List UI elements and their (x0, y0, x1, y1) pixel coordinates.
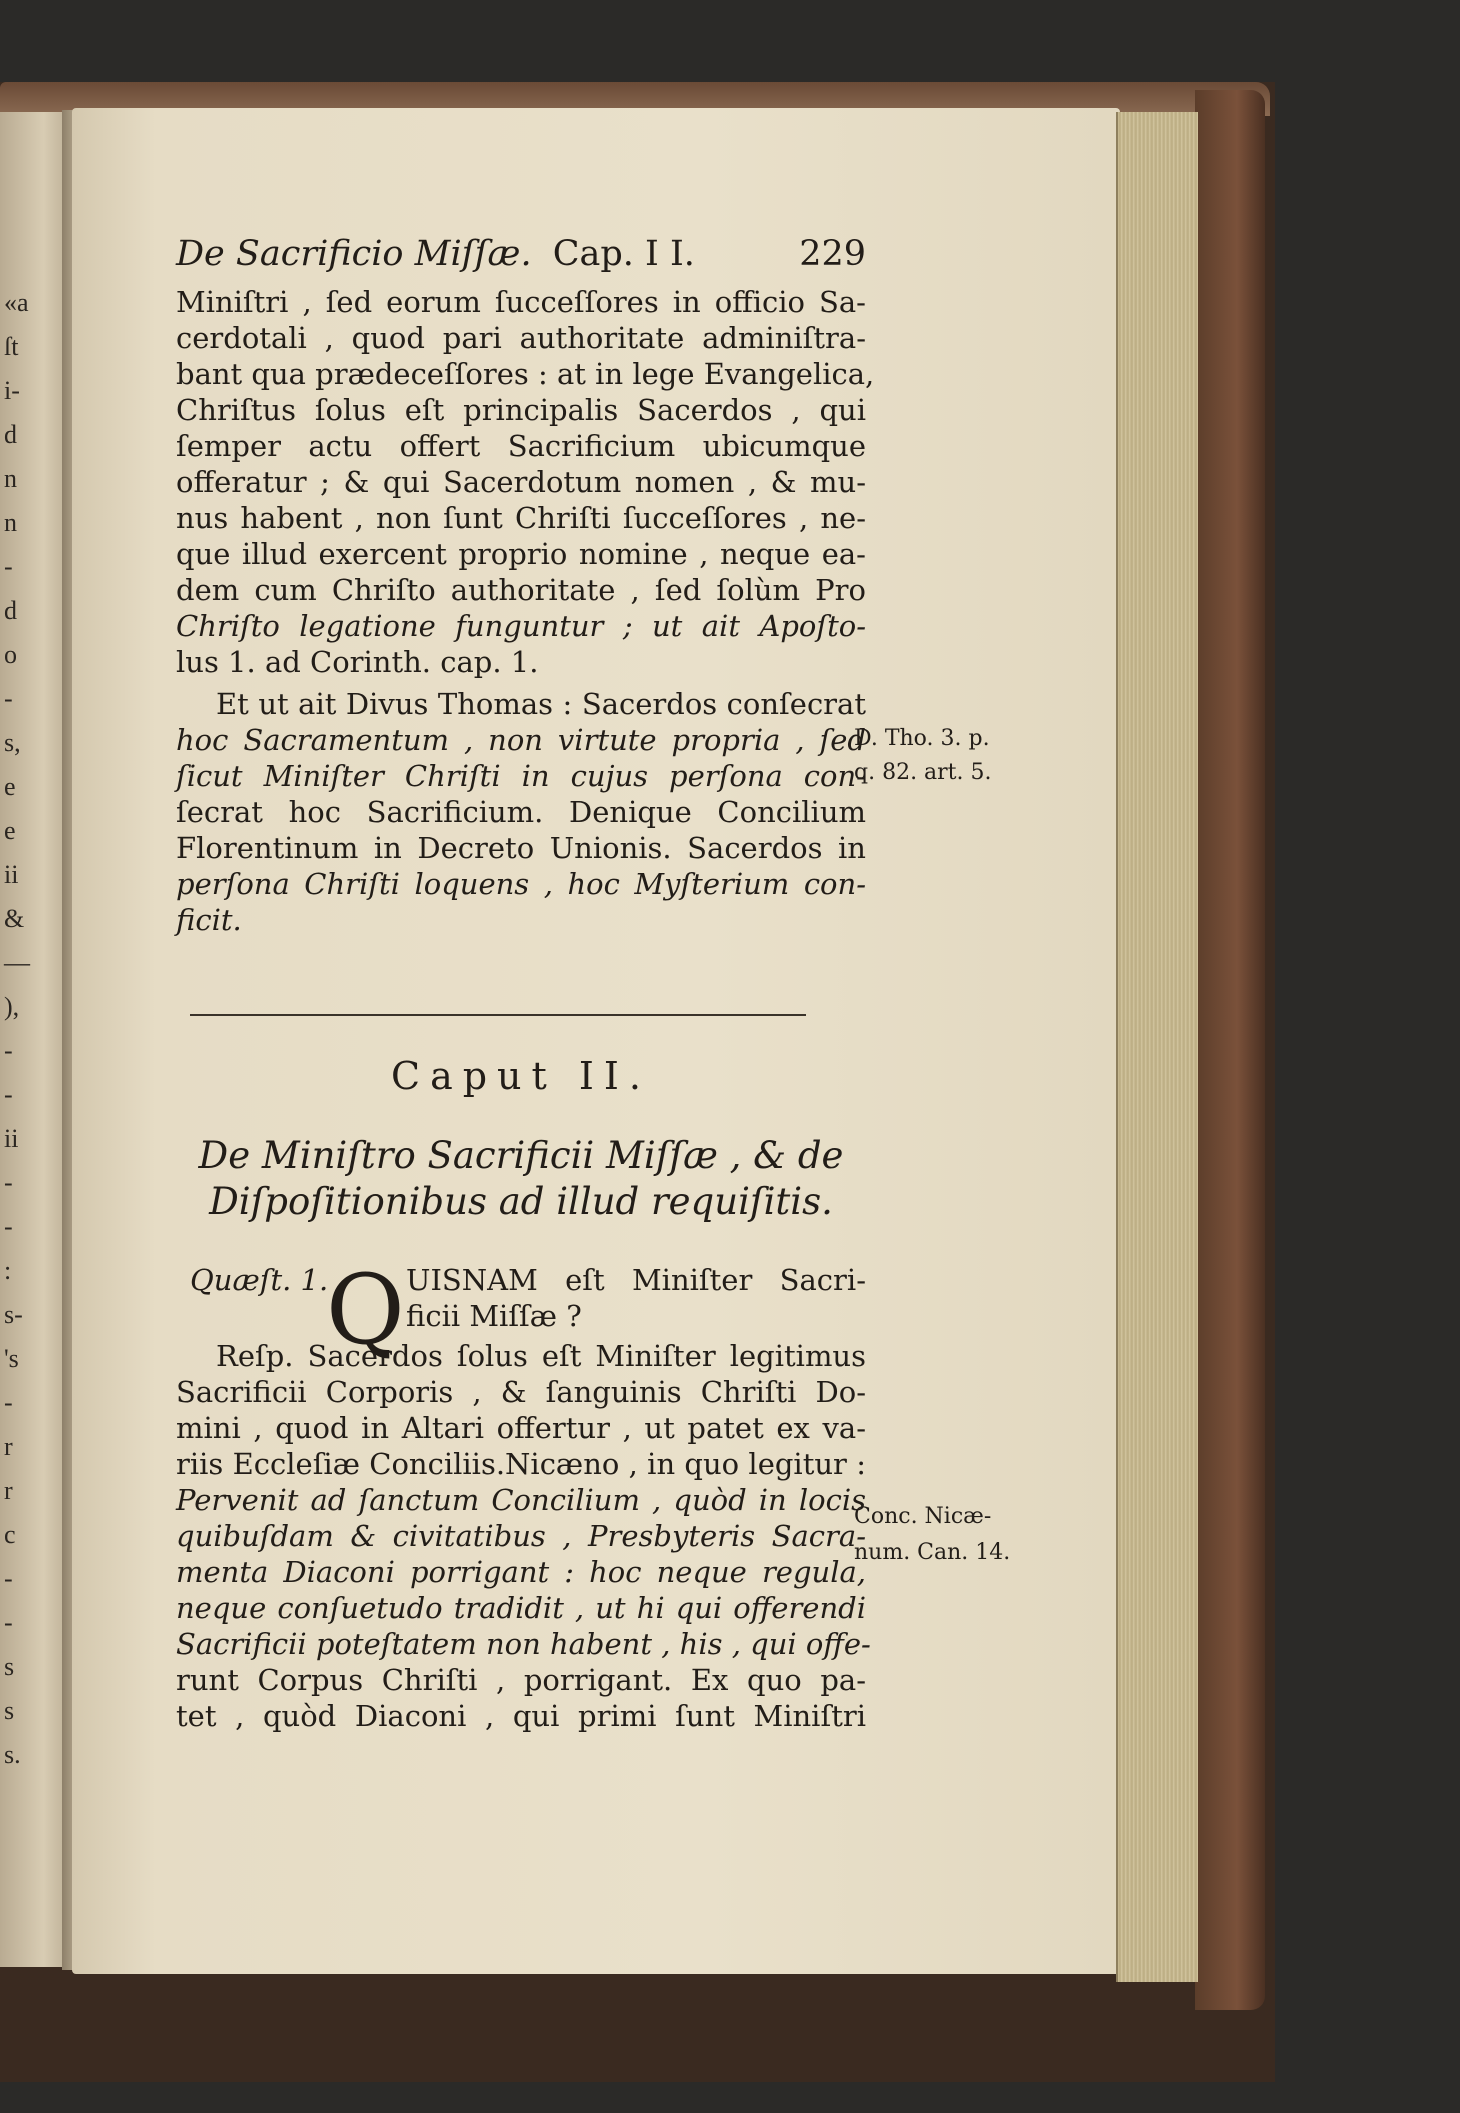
left-page-text-fragment: n (4, 508, 17, 537)
text-line: ſemper actu offert Sacrificium ubicumque (176, 429, 866, 463)
text-line: bant qua prædeceſſores : at in lege Evangelica, (176, 357, 875, 391)
text-line: Et ut ait Divus Thomas : Sacerdos conſecrat (216, 687, 866, 721)
text-line: Pervenit ad ſanctum Concilium , quòd in locis (176, 1483, 866, 1517)
header-title: De Sacrificio Miſſæ. (176, 234, 532, 274)
left-page-text-fragment: 's (4, 1344, 19, 1373)
quaestio-line: UISNAM eſt Miniſter Sacri- (406, 1263, 866, 1297)
left-page-text-fragment: ſt (4, 332, 19, 361)
text-line: Miniſtri , ſed eorum ſucceſſores in officio Sa- (176, 285, 866, 319)
text-line: Chriſto legatione funguntur ; ut ait Apoſto- (176, 609, 866, 643)
left-page-text-fragment: r (4, 1476, 13, 1505)
text-line: ſecrat hoc Sacrificium. Denique Concilium (176, 795, 866, 829)
margin-note-thomas: q. 82. art. 5. (854, 760, 992, 785)
left-page-fragment (0, 112, 62, 1967)
text-line: Sacrificii poteſtatem non habent , his , qui offe- (176, 1627, 871, 1661)
margin-note-nicaea: num. Can. 14. (854, 1540, 1011, 1565)
left-page-text-fragment: - (4, 1608, 13, 1637)
section-rule (190, 1014, 806, 1016)
left-page-text-fragment: : (4, 1256, 12, 1285)
text-line: runt Corpus Chriſti , porrigant. Ex quo pa- (176, 1663, 866, 1697)
left-page-text-fragment: d (4, 596, 17, 625)
left-page-text-fragment: s- (4, 1300, 23, 1329)
left-page-text-fragment: ii (4, 860, 19, 889)
left-page-text-fragment: - (4, 1036, 13, 1065)
chapter-subtitle: De Miniſtro Sacrificii Miſſæ , & de (198, 1134, 844, 1177)
text-line: offeratur ; & qui Sacerdotum nomen , & mu- (176, 465, 866, 499)
left-page-text-fragment: «a (4, 288, 29, 317)
page-edges (1116, 112, 1198, 1982)
text-line: nus habent , non ſunt Chriſti ſucceſſores , ne- (176, 501, 866, 535)
left-page-text-fragment: - (4, 684, 13, 713)
left-page-text-fragment: o (4, 640, 17, 669)
text-line: neque conſuetudo tradidit , ut hi qui offerendi (176, 1591, 866, 1625)
text-line: menta Diaconi porrigant : hoc neque regula, (176, 1555, 866, 1589)
left-page-text-fragment: s. (4, 1740, 21, 1769)
quaestio-line: ficii Miſſæ ? (406, 1299, 582, 1333)
text-line: que illud exercent proprio nomine , neque ea- (176, 537, 866, 571)
text-line: Reſp. Sacerdos ſolus eſt Miniſter legitimus (216, 1339, 866, 1373)
drop-cap: Q (326, 1254, 405, 1366)
chapter-subtitle: Diſpoſitionibus ad illud requiſitis. (209, 1180, 833, 1223)
left-page-text-fragment: n (4, 464, 17, 493)
left-page-text-fragment: s (4, 1696, 15, 1725)
left-page-text-fragment: — (4, 948, 30, 977)
text-line: ſicut Miniſter Chriſti in cujus perſona con- (176, 759, 866, 793)
left-page-text-fragment: - (4, 1080, 13, 1109)
quaestio-label: Quæſt. 1. (190, 1263, 329, 1297)
text-line: tet , quòd Diaconi , qui primi ſunt Miniſtri (176, 1699, 866, 1733)
text-line: quibuſdam & civitatibus , Presbyteris Sacra- (176, 1519, 866, 1553)
left-page-text-fragment: & (4, 904, 25, 933)
text-line: mini , quod in Altari offertur , ut patet ex va- (176, 1411, 866, 1445)
left-page-text-fragment: i- (4, 376, 20, 405)
left-page-text-fragment: - (4, 1212, 13, 1241)
text-line: perſona Chriſti loquens , hoc Myſterium con- (176, 867, 866, 901)
running-header (176, 234, 866, 274)
left-page-text-fragment: r (4, 1432, 13, 1461)
left-page-text-fragment: e (4, 772, 16, 801)
left-page-text-fragment: c (4, 1520, 16, 1549)
chapter-heading: Caput II. (391, 1054, 651, 1098)
text-line: riis Eccleſiæ Conciliis.Nicæno , in quo legitur : (176, 1447, 866, 1481)
left-page-text-fragment: ), (4, 992, 20, 1021)
page-number: 229 (799, 234, 866, 274)
text-line: Sacrificii Corporis , & ſanguinis Chriſti Do- (176, 1375, 866, 1409)
text-line: Chriſtus ſolus eſt principalis Sacerdos , qui (176, 393, 866, 427)
cover-edge (1195, 90, 1265, 2010)
left-page-text-fragment: d (4, 420, 17, 449)
margin-note-thomas: D. Tho. 3. p. (854, 726, 990, 751)
text-line: ficit. (176, 903, 242, 937)
header-chapter: Cap. I I. (552, 234, 695, 274)
left-page-text-fragment: - (4, 1564, 13, 1593)
text-line: cerdotali , quod pari authoritate adminiſtra- (176, 321, 866, 355)
text-line: hoc Sacramentum , non virtute propria , ſed (176, 723, 866, 757)
left-page-text-fragment: - (4, 1168, 13, 1197)
text-line: Florentinum in Decreto Unionis. Sacerdos in (176, 831, 866, 865)
left-page-text-fragment: e (4, 816, 16, 845)
left-page-text-fragment: - (4, 1388, 13, 1417)
margin-note-nicaea: Conc. Nicæ- (854, 1504, 992, 1529)
text-line: lus 1. ad Corinth. cap. 1. (176, 645, 539, 679)
left-page-text-fragment: s (4, 1652, 15, 1681)
left-page-text-fragment: - (4, 552, 13, 581)
left-page-text-fragment: s, (4, 728, 21, 757)
left-page-text-fragment: ii (4, 1124, 19, 1153)
text-line: dem cum Chriſto authoritate , ſed ſolùm Pro (176, 573, 866, 607)
